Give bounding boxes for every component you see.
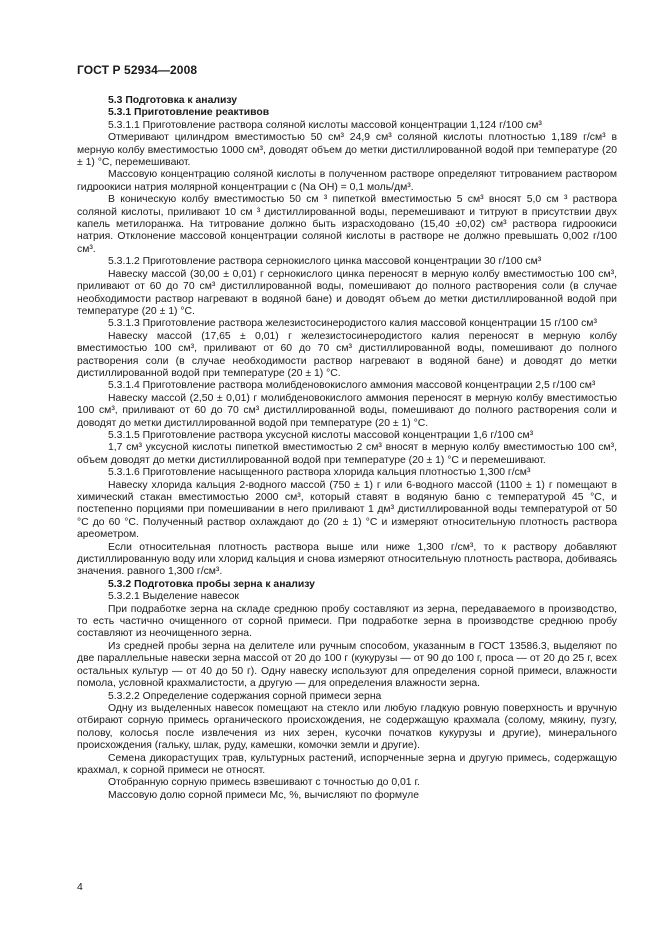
paragraph: В коническую колбу вместимостью 50 см ³ пипеткой вместимостью 5 см³ вносят 5,0 см ³ раствора соляной кислоты, приливают 10 см ³ дистиллированной воды, перемешивают и титруют в присутствии двух капель метилоранжа. На титрование должно быть израсходовано (15,40 ±0,02) см³ раствора гидроокиси натрия. Отклонение массовой концентрации соляной кислоты в растворе не должно превышать 0,002 г/100 см³. — [77, 194, 617, 255]
paragraph: 5.3.1.3 Приготовление раствора железистосинеродистого калия массовой концентрации 15 г/100 см³ — [108, 318, 597, 330]
paragraph: Если относительная плотность раствора выше или ниже 1,300 г/см³, то к раствору добавляют дистиллированную воду или хлорид кальция и снова измеряют относительную плотность раствора, добиваясь значения. равного 1,300 г/см³. — [77, 541, 617, 578]
paragraph: Навеску массой (17,65 ± 0,01) г железистосинеродистого калия переносят в мерную колбу вместимостью 100 см³, приливают от 60 до 70 см³ дистиллированной воды, помешивают до полного растворения соли (в случае необходимости раствор нагревают в водяной бане) и доводят до метки дистиллированной водой при температуре (20 ± 1) °С. — [77, 330, 617, 379]
paragraph: Навеску массой (2,50 ± 0,01) г молибденовокислого аммония переносят в мерную колбу вместимостью 100 см³, приливают от 60 до 70 см³ дистиллированной воды, помешивают до полного растворения соли и доводят до метки дистиллированной водой при температуре (20 ± 1) °С. — [77, 392, 617, 429]
subsection-title: 5.3.2.1 Выделение навесок — [108, 591, 239, 603]
paragraph: Семена дикорастущих трав, культурных растений, испорченные зерна и другую примесь, содержащую крахмал, к сорной примеси не относят. — [77, 752, 617, 776]
paragraph: Из средней пробы зерна на делителе или ручным способом, указанным в ГОСТ 13586.3, выделяют по две параллельные навески зерна массой от 20 до 100 г (кукурузы — от 90 до 100 г, проса — от 20 до 25 г, всех остальных культур — от 40 до 50 г). Одну навеску используют для определения сорной примеси, влажности помола, условной крахмалистости, а другую — для определения влажности зерна. — [77, 640, 617, 690]
section-heading: 5.3.1 Приготовление реактивов — [108, 107, 270, 119]
subsection-title: 5.3.1.4 Приготовление раствора молибденовокислого аммония массовой концентрации 2,5 г/100 см³ — [108, 380, 596, 392]
page-number: 4 — [77, 882, 83, 893]
section-heading: 5.3 Подготовка к анализу — [108, 95, 238, 106]
paragraph: Одну из выделенных навесок помещают на стекло или любую гладкую ровную поверхность и вручную отбирают сорную примесь органического происхождения, не содержащую крахмала (солому, мякину, пузгу, полову, колосья после извлечения из них зерен, кусочки початков кукурузы и другие), минерального происхождения (гальку, шлак, руду, камешки, комочки земли и другие). — [77, 702, 617, 752]
section-heading: 5.3.2 Подготовка пробы зерна к анализу — [108, 578, 315, 590]
subsection-title: 5.3.1.5 Приготовление раствора уксусной кислоты массовой концентрации 1,6 г/100 см³ — [108, 429, 534, 441]
standard-header: ГОСТ Р 52934—2008 — [77, 63, 198, 77]
subsection-title: 5.3.1.2 Приготовление раствора сернокислого цинка массовой концентрации 30 г/100 см³ — [108, 256, 542, 268]
paragraph: Массовую долю сорной примеси Мс, %, вычисляют по формуле — [108, 789, 419, 801]
subsection-title: 5.3.1.6 Приготовление насыщенного раствора хлорида кальция плотностью 1,300 г/см³ — [108, 467, 531, 479]
paragraph: Отобранную сорную примесь взвешивают с точностью до 0,01 г. — [108, 777, 420, 789]
paragraph: Навеску хлорида кальция 2-водного массой (750 ± 1) г или 6-водного массой (1100 ± 1) г помещают в химический стакан вместимостью 2000 см³, который ставят в водяную баню с температурой 45 °С, и постепенно порциями при помешивании в него приливают 1 дм³ дистиллированной воды температурой от 50 °С до 60 °С. Полученный раствор охлаждают до (20 ± 1) °С и измеряют относительную плотность раствора ареометром. — [77, 479, 617, 541]
paragraph: Навеску массой (30,00 ± 0,01) г сернокислого цинка переносят в мерную колбу вместимостью 100 см³, приливают от 60 до 70 см³ дистиллированной воды, помешивают до полного растворения соли (в случае необходимости раствор нагревают в водяной бане) и доводят объем до метки дистиллированной водой при температуре (20 ± 1) °С. — [77, 268, 617, 317]
paragraph: Отмеривают цилиндром вместимостью 50 см³ 24,9 см³ соляной кислоты плотностью 1,189 г/см³ в мерную колбу вместимостью 1000 см³, доводят объем до метки дистиллированной водой при температуре (20 ± 1) °С, перемешивают. — [77, 132, 617, 169]
paragraph: При подработке зерна на складе среднюю пробу составляют из зерна, передаваемого в производство, то есть частично очищенного от сорной примеси. При подработке зерна в производстве среднюю пробу составляют из неочищенного зерна. — [77, 603, 617, 640]
paragraph: 1,7 см³ уксусной кислоты пипеткой вместимостью 2 см³ вносят в мерную колбу вместимостью 100 см³, объем доводят до метки дистиллированной водой при температуре (20 ± 1) °С и перемешивают. — [77, 442, 617, 466]
subsection-title: 5.3.1.1 Приготовление раствора соляной кислоты массовой концентрации 1,124 г/100 см³ — [108, 119, 542, 131]
paragraph: Массовую концентрацию соляной кислоты в полученном растворе определяют титрованием раствором гидроокиси натрия молярной концентрации с (Na OH) = 0,1 моль/дм³. — [77, 169, 617, 193]
page-body — [77, 95, 617, 802]
subsection-title: 5.3.2.2 Определение содержания сорной примеси зерна — [108, 690, 382, 702]
